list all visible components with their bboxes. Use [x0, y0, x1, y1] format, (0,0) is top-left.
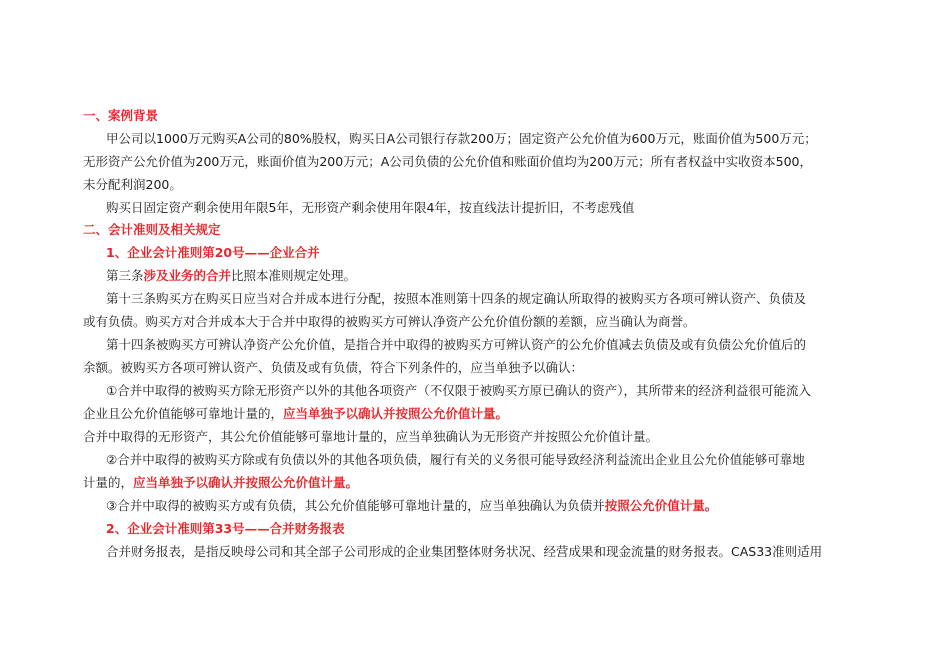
section-2-heading: 二、会计准则及相关规定: [83, 222, 221, 237]
article-3-suffix: 比照本准则规定处理。: [231, 268, 357, 283]
item-2-highlight: 应当单独予以确认并按照公允价值计量。: [133, 475, 359, 490]
standard-20-heading: 1、企业会计准则第20号——企业合并: [106, 245, 320, 260]
article-13-line-2: 或有负债。购买方对合并成本大于合并中取得的被购买方可辨认净资产公允价值份额的差额，应当确认为商誉。: [83, 314, 696, 329]
cas33-text: 合并财务报表，是指反映母公司和其全部子公司形成的企业集团整体财务状况、经营成果和现金流量的财务报表。CAS33准则适用: [106, 544, 823, 559]
item-2-text: 计量的，: [83, 475, 134, 490]
item-2-line-1: ②合并中取得的被购买方除或有负债以外的其他各项负债，履行有关的义务很可能导致经济利益流出企业且公允价值能够可靠地: [106, 452, 805, 467]
item-3: [106, 498, 717, 514]
article-14-line-2: 余额。被购买方各项可辨认资产、负债及或有负债，符合下列条件的，应当单独予以确认：: [83, 360, 584, 375]
case-text-line-3: 未分配利润200。: [83, 177, 182, 192]
case-text-depreciation: 购买日固定资产剩余使用年限5年，无形资产剩余使用年限4年，按直线法计提折旧，不考虑残值: [106, 200, 635, 215]
standard-33-heading: 2、企业会计准则第33号——合并财务报表: [106, 521, 345, 536]
article-3: [106, 268, 356, 284]
case-text-line-1: 甲公司以1000万元购买A公司的80%股权，购买日A公司银行存款200万；固定资产公允价值为600万元，账面价值为500万元；: [106, 131, 817, 146]
item-2-line-2: [83, 475, 358, 491]
article-3-prefix: 第三条: [106, 268, 144, 283]
section-1-heading: 一、案例背景: [83, 108, 159, 123]
case-text-line-2: 无形资产公允价值为200万元，账面价值为200万元；A公司负债的公允价值和账面价值均为200万元；所有者权益中实收资本500，: [83, 154, 812, 169]
intangible-asset-note: 合并中取得的无形资产，其公允价值能够可靠地计量的，应当单独确认为无形资产并按照公允价值计量。: [83, 429, 659, 444]
item-1-line-2: [83, 406, 508, 422]
item-1-text: 企业且公允价值能够可靠地计量的，: [83, 406, 284, 421]
article-13-line-1: 第十三条购买方在购买日应当对合并成本进行分配，按照本准则第十四条的规定确认所取得的被购买方各项可辨认资产、负债及: [106, 291, 807, 306]
item-3-highlight: 按照公允价值计量。: [604, 498, 718, 513]
article-14-line-1: 第十四条被购买方可辨认净资产公允价值，是指合并中取得的被购买方可辨认资产的公允价值减去负债及或有负债公允价值后的: [106, 337, 807, 352]
article-3-highlight: 涉及业务的合并: [143, 268, 232, 283]
item-1-line-1: ①合并中取得的被购买方除无形资产以外的其他各项资产（不仅限于被购买方原已确认的资产），其所带来的经济利益很可能流入: [106, 383, 811, 398]
item-3-text: ③合并中取得的被购买方或有负债，其公允价值能够可靠地计量的，应当单独确认为负债并: [106, 498, 605, 513]
item-1-highlight: 应当单独予以确认并按照公允价值计量。: [283, 406, 509, 421]
